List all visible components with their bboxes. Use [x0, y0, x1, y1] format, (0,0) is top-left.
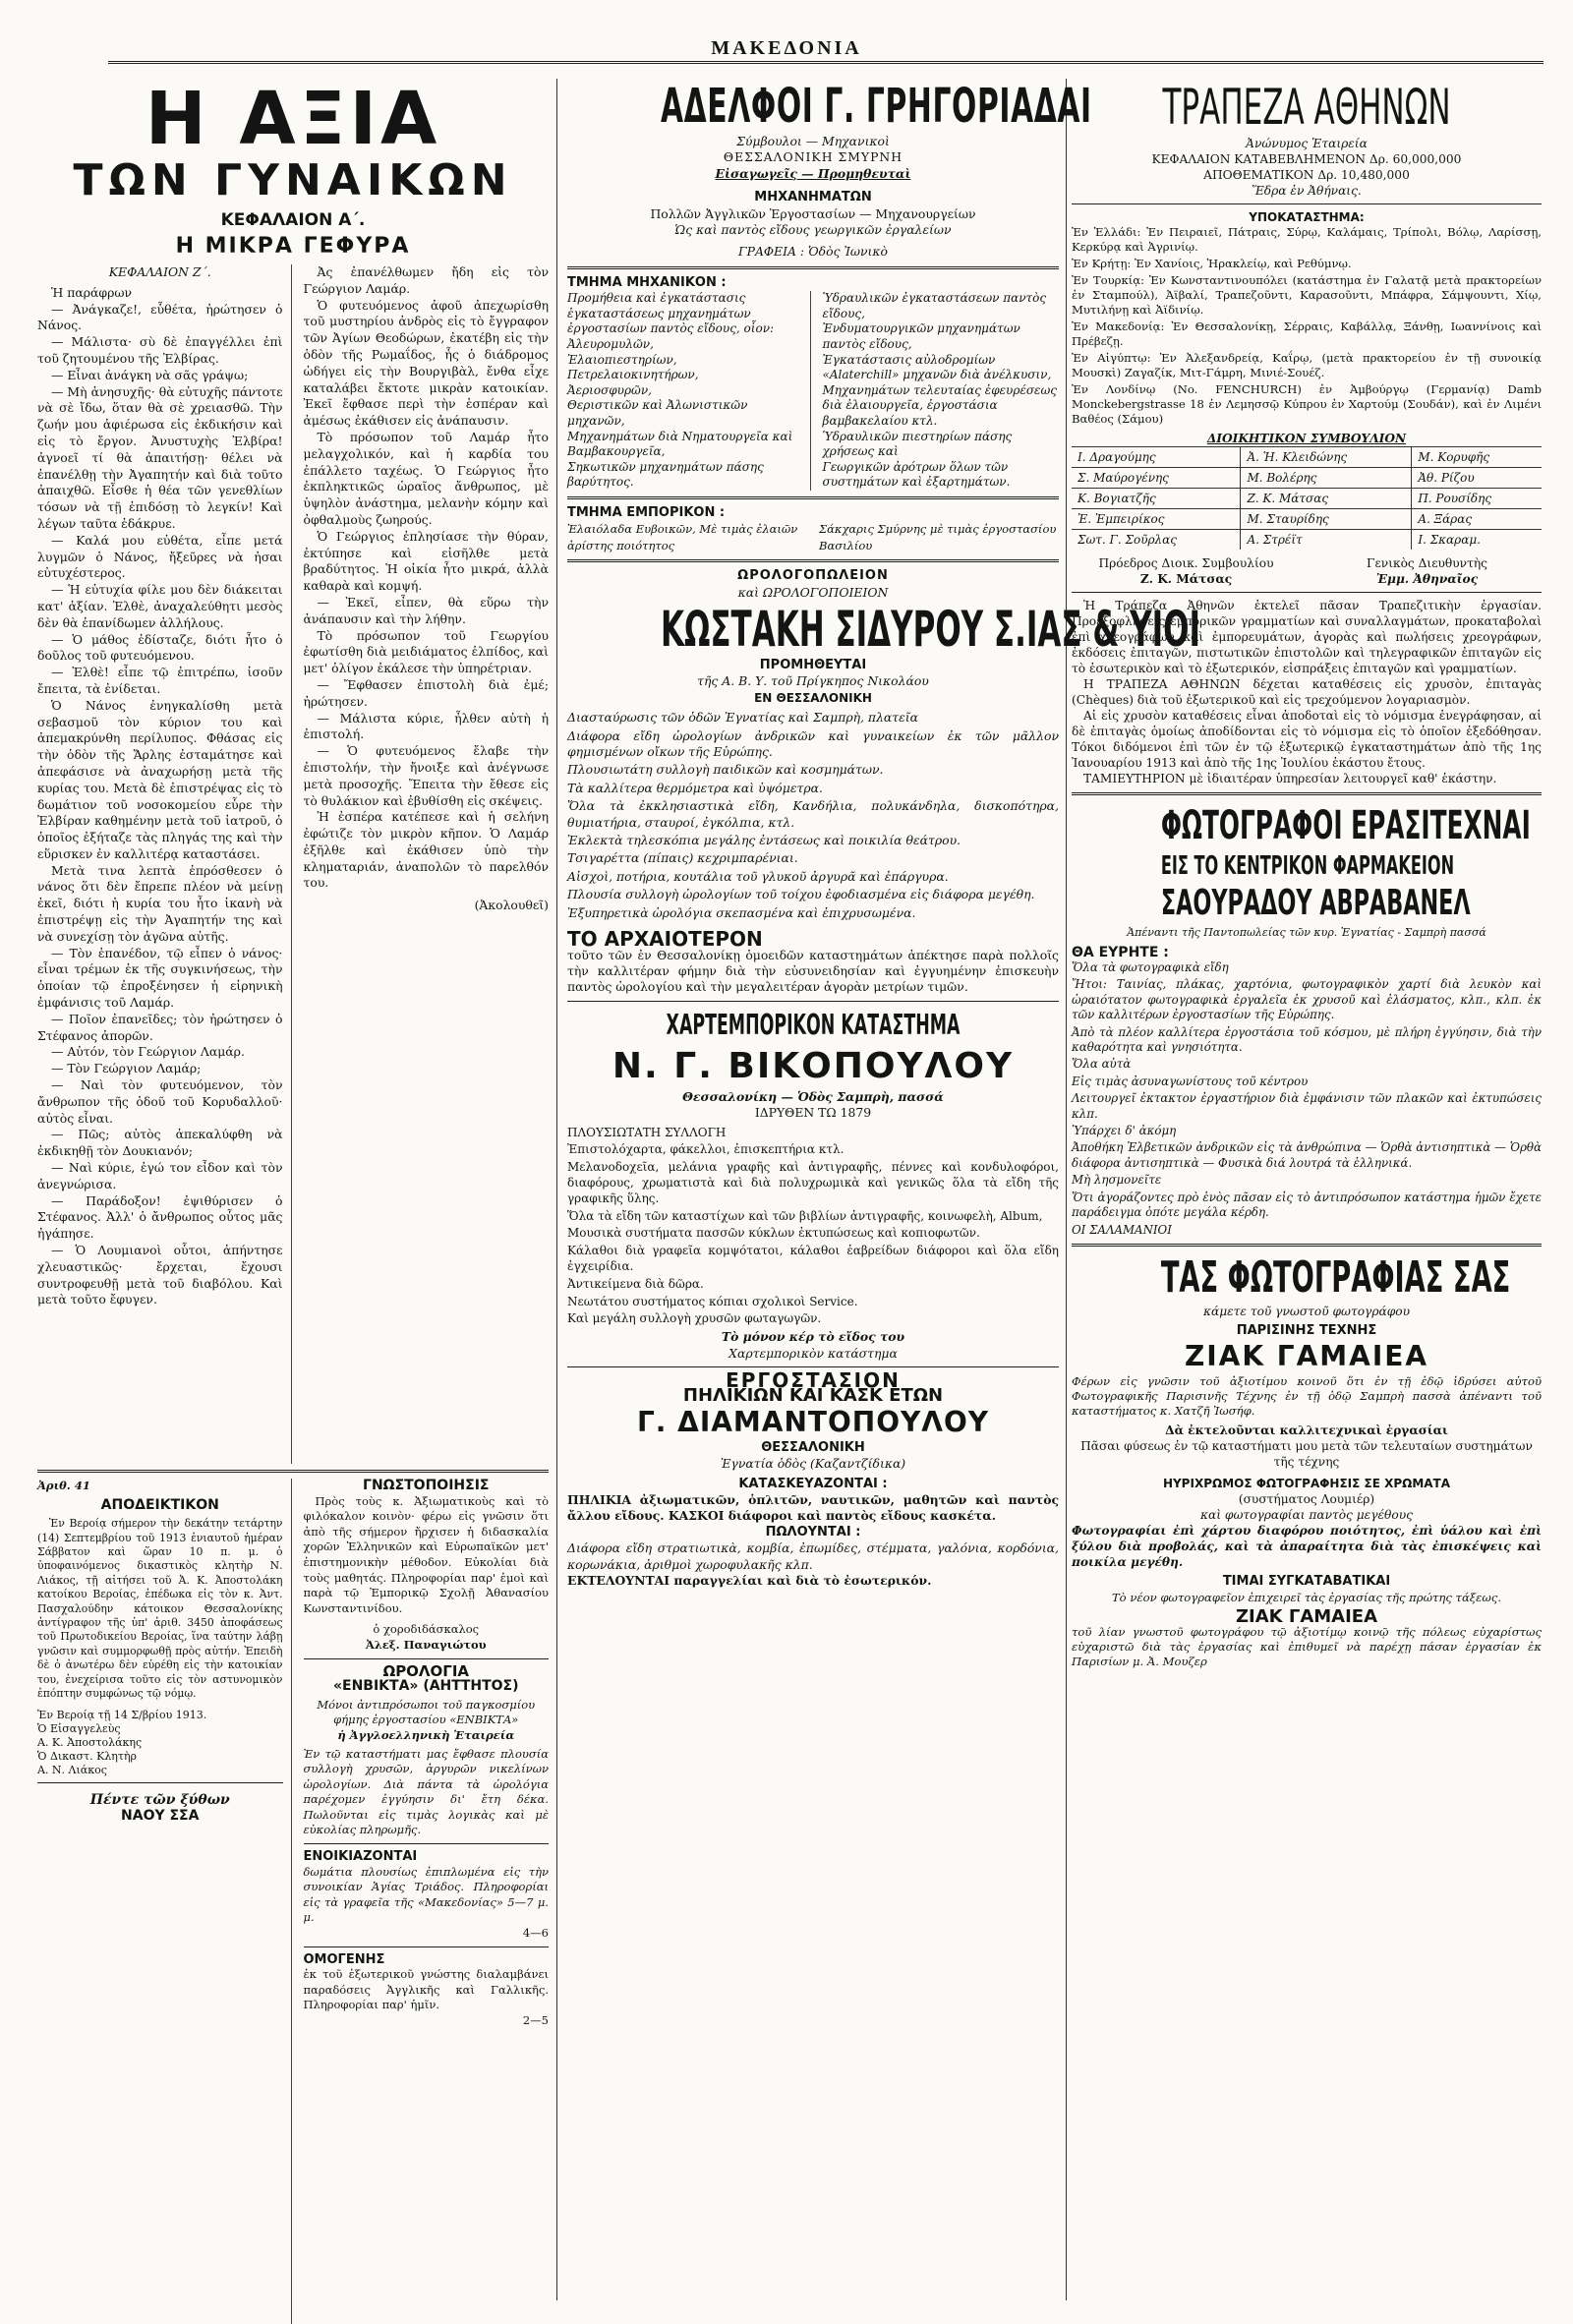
mech-item: Πετρελαιοκινητήρων, — [567, 368, 699, 382]
story-paragraph: — Μάλιστα κύριε, ἦλθεν αὐτὴ ἡ ἐπιστολή. — [303, 710, 549, 742]
mech-item: Ἐγκατάστασις αὐλοδρομίων «Alaterchill» μηχανῶν διὰ ἀνέλκυσιν, — [822, 352, 1052, 382]
story-paragraph: — Καλά μου εὐθέτα, εἶπε μετά λυγμῶν ὁ Νάνος, ἤξεῦρες νὰ ἠσαι εὐτυχέστερος. — [37, 532, 283, 581]
mech-item: Ἀεριοσφυρῶν, — [567, 382, 652, 397]
column-rule-2 — [1066, 79, 1067, 2300]
paper-line: Ἀντικείμενα διὰ δῶρα. — [567, 1276, 704, 1291]
mech-item: Θεριστικῶν καὶ Ἀλωνιστικῶν μηχανῶν, — [567, 398, 748, 428]
hat-head: ΕΡΓΟΣΤΑΣΙΟΝ — [726, 1367, 901, 1392]
photo1-line: Ἀποθήκη Ἐλβετικῶν ἀνδρικῶν εἰς τὰ ἀνθρώπινα — Ὁρθὰ ἀντισηπτικὰ — Ὁρθὰ διάφορα ἀντισηπτικὰ — Φυσικὰ διά λουτρά τὰ ἑλληνικά. — [1072, 1140, 1542, 1170]
photo1-line: ΟΙ ΣΑΛΑΜΑΝΙΟΙ — [1072, 1222, 1172, 1237]
hat-made-body: ΠΗΛΙΚΙΑ ἀξιωματικῶν, ὁπλιτῶν, ναυτικῶν, μαθητῶν καὶ παντὸς ἄλλου εἴδους. ΚΑΣΚΟΙ διάφοροι καὶ παντὸς εἴδους κασκέτα. — [567, 1491, 1059, 1524]
clock-suppliers: ΠΡΟΜΗΘΕΥΤΑΙ — [759, 658, 867, 672]
photo1-sub1: ΕΙΣ ΤΟ ΚΕΝΤΡΙΚΟΝ ΦΑΡΜΑΚΕΙΟΝ — [1160, 851, 1455, 881]
board-row — [1072, 530, 1542, 551]
story-paragraph: — Μὴ ἀνησυχῆς· θὰ εὐτυχῆς πάντοτε νὰ σὲ ἴδω, ὅταν θὰ σὲ χρειασθῶ. Τὴν ζωήν μου ἀφιέρωσα εἰς ἐκδικήσιν καὶ εἰς τὸ ἔργον. Ἀνυστυχὴς Ἐλβίρα! ἀγνοεῖ τί θὰ ἀπαιτήσῃ· θέλει νὰ ἐπανέλθῃ τὴν Ἀγαπητήν καὶ διὰ τοῦτο ἀπαιχθῶ. Εἶσθε ἡ θέα τῶν γενεθλίων τόσων νὰ τῇ ἐπιδόσῃ τὸ λεγκίν! Καὶ λέγων ταῦτα ἐδάκρυε. — [37, 383, 283, 531]
notice-number: Ἀριθ. 41 — [37, 1479, 90, 1492]
clock-line: Ὅλα τὰ ἐκκλησιαστικὰ εἴδη, Κανδήλια, πολυκάνδηλα, δισκοπότηρα, θυμιατήρια, σταυροί, ἐγκόλπια, κτλ. — [567, 798, 1059, 830]
board-member: Ἀ. Ἡ. Κλειδώνης — [1241, 447, 1412, 468]
classifieds-left — [37, 1479, 549, 2324]
mech-item: Μηχανημάτων διὰ Νηματουργεῖα καὶ Βαμβακουργεῖα, — [567, 429, 793, 459]
hat-sold: ΠΩΛΟΥΝΤΑΙ : — [765, 1524, 861, 1540]
mech-item: Ὑδραυλικῶν ἐγκαταστάσεων παντὸς εἴδους, — [822, 291, 1047, 320]
chair-block — [1072, 555, 1301, 587]
story-paragraph: Ἡ ἐσπέρα κατέπεσε καὶ ἡ σελήνη ἐφώτιζε τὸν μικρὸν κῆπον. Ὁ Λαμάρ ἐξῆλθε καὶ ἐκάθισεν ὑπὸ τὴν κληματαριάν, ἀναπολῶν τὸ παρελθόν του. — [303, 809, 549, 891]
board-member: Σωτ. Γ. Σοῦρλας — [1072, 530, 1241, 551]
divider — [304, 1843, 550, 1844]
hat-sold-body: Διάφορα εἴδη στρατιωτικὰ, κομβία, ἐπωμίδες, στέμματα, γαλόνια, κορδόνια, κορωνάκια, ἀριθμοὶ χωροφυλακῆς κλπ. — [567, 1540, 1059, 1572]
paper-head: ΧΑΡΤΕΜΠΟΡΙΚΟΝ ΚΑΤΑΣΤΗΜΑ — [666, 1008, 961, 1041]
story-paragraph: — Ἐλθὲ! εἶπε τῷ ἐπιτρέπω, ἰσοῦν ἔπειτα, τὰ ἐνίδεται. — [37, 665, 283, 696]
photo1-sub2: ΣΑΟΥΡΑΔΟΥ ΑΒΡΑΒΑΝΕΛ — [1160, 883, 1471, 923]
gm-name: Ἐμμ. Ἀθηναῖος — [1375, 572, 1479, 586]
notice-body: Ἐν Βεροίᾳ σήμερον τὴν δεκάτην τετάρτην (14) Σεπτεμβρίου τοῦ 1913 ἐνιαυτοῦ ἡμέραν Σάββατον καὶ ὥραν 10 π. μ. ὁ ὑποφαινόμενος δικαστικὸς κλητὴρ Ν. Λιάκος, τῇ αἰτήσει τοῦ Ἀ. Κ. Ἀποστολάκη κατοίκου Βεροίας, ἐπέδωκα εἰς τὸν κ. Ἀντ. Πασχαλούδην κάτοικον Θεσσαλονίκης ἀντίγραφον τῆς ὑπ' ἀριθ. 3450 ἀποφάσεως τοῦ Πρωτοδικείου Βεροίας, ἵνα ταύτην λάβῃ γνῶσιν καὶ συμμορφωθῇ πρὸς αὐτήν. Ἐπειδὴ δὲ ὁ ἀνωτέρω δὲν εὑρέθη εἰς τὴν κατοικίαν του, ἐνεχείρισα τοῦτο εἰς τὸν αστυνομικὸν ἐπόπτην συμφώνως τῷ νόμῳ. — [37, 1517, 283, 1701]
story-paragraph: — Μάλιστα· σὺ δὲ ἐπαγγέλλει ἐπὶ τοῦ ζητουμένου τῆς Ἐλβίρας. — [37, 334, 283, 366]
photo2-line5: Φωτογραφίαι ἐπὶ χάρτου διαφόρου ποιότητος, ἐπὶ ὑάλου καὶ ἐπὶ ξύλου διὰ προβολάς, καὶ τὰ ἀπαραίτητα διὰ τὰς ἐπισκέψεις καὶ ποικίλα μεγέθη. — [1072, 1523, 1542, 1569]
expat-range: 2—5 — [522, 2013, 549, 2027]
paper-foot: Τὸ μόνον κέρ τὸ εἴδος του — [721, 1329, 905, 1345]
to-be-continued: (Ἀκολουθεῖ) — [474, 898, 549, 913]
firm-title: ΑΔΕΛΦΟΙ Γ. ΓΡΗΓΟΡΙΑΔΑΙ — [661, 79, 1092, 134]
story-paragraph: — Ναὶ τὸν φυτευόμενον, τὸν ἄνθρωπον τῆς ὁδοῦ τοῦ Κορυδαλλοῦ· αὐτὸς εἶναι. — [37, 1077, 283, 1126]
board-member: Ι. Σκαραμ. — [1412, 530, 1542, 551]
branch-line: Ἐν Κρήτῃ: Ἐν Χανίοις, Ἡρακλείῳ, καὶ Ρεθύμνῳ. — [1072, 257, 1352, 270]
clock-city: ΕΝ ΘΕΣΣΑΛΟΝΙΚΗ — [754, 690, 872, 705]
story-paragraphs-a — [37, 285, 283, 1308]
board-head: ΔΙΟΙΚΗΤΙΚΟΝ ΣΥΜΒΟΥΛΙΟΝ — [1206, 432, 1407, 445]
divider — [567, 1001, 1059, 1002]
rent-body: δωμάτια πλουσίως ἐπιπλωμένα εἰς τὴν συνοικίαν Ἁγίας Τριάδος. Πληροφορίαι εἰς τὰ γραφεῖα τῆς «Μακεδονίας» 5—7 μ. μ. — [303, 1864, 549, 1925]
story-paragraph: — Ὁ Λουμιανοὶ οὗτοι, ἀπήντησε χλευαστικῶς· ἔρχεται, ἔχουσι συντροφευθῇ μετὰ τοῦ διαβόλου. Καὶ μετὰ τοῦτο ἔφυγεν. — [37, 1243, 283, 1307]
divider — [304, 1946, 550, 1947]
mech-item: Σηκωτικῶν μηχανημάτων πάσης βαρύτητος. — [567, 459, 764, 490]
divider — [567, 496, 1059, 499]
hat-title: Γ. ΔΙΑΜΑΝΤΟΠΟΥΛΟΥ — [636, 1405, 990, 1438]
board-member: Ζ. Κ. Μάτσας — [1241, 489, 1412, 509]
commerce-head: ΤΜΗΜΑ ΕΜΠΟΡΙΚΟΝ : — [567, 504, 726, 520]
mech-item: Ἐλαιοπιεστηρίων, — [567, 352, 677, 367]
photo1-line: Εἰς τιμὰς ἀσυναγωνίστους τοῦ κέντρου — [1072, 1074, 1309, 1088]
branch-line: Ἐν Μακεδονίᾳ: Ἐν Θεσσαλονίκῃ, Σέρραις, Καβάλλᾳ, Ξάνθῃ, Ιωαννίνοις καὶ Πρέβεζῃ. — [1072, 320, 1542, 348]
part-heading: ΚΕΦΑΛΑΙΟΝ Α΄. — [220, 210, 366, 230]
story-paragraph: — Εἶναι ἀνάγκη νὰ σᾶς γράψω; — [51, 367, 249, 382]
photo1-line: Ὅλα αὐτὰ — [1072, 1057, 1132, 1072]
board-member: Ι. Δραγούμης — [1072, 447, 1241, 468]
rent-range: 4—6 — [522, 1926, 549, 1941]
board-table — [1072, 446, 1542, 550]
story-paragraph: — Ἔφθασεν ἐπιστολὴ διὰ ἐμέ; ἠρώτησεν. — [303, 676, 549, 709]
announce-body: Πρὸς τοὺς κ. Ἀξιωματικοὺς καὶ τὸ φιλόκαλον κοινὸν· φέρω εἰς γνῶσιν ὅτι ἀπὸ τῆς σήμερον ἤρχισεν ἡ διδασκαλία χορῶν Ἑλληνικῶν καὶ Εὐρωπαϊκῶν μετ' ἐπιστημονικὴν μέθοδον. Εὐκολίαι διὰ τοὺς μαθητάς. Πληροφορίαι παρ' ἐμοὶ καὶ παρὰ τῷ Ἐμπορικῷ Σχολῇ Ἀθανασίου Κωνσταντινίδου. — [303, 1493, 549, 1615]
bank-body: Ἡ Τράπεζα Ἀθηνῶν ἐκτελεῖ πᾶσαν Τραπεζιτικὴν ἐργασίαν. Προεξοφλήσεις ἐμπορικῶν γραμματίων καὶ συναλλαγμάτων, προκαταβολαὶ ἐπὶ χρεογράφων καὶ ἐμπορευμάτων, ἀγορὰς καὶ πωλήσεις χρεογράφων, ἐκδόσεις ἐπιταγῶν, πιστωτικῶν ἐπιστολῶν καὶ τηλεγραφικῶν ἐπιταγῶν εἰς τὸ ἐσωτερικὸν καὶ τὸ ἐξωτερικόν, εἰσπράξεις ἐπιταγῶν καὶ γραμματίων. — [1072, 599, 1542, 675]
paper-est: ΙΔΡΥΘΕΝ ΤΩ 1879 — [754, 1105, 872, 1121]
machines-head: ΜΗΧΑΝΗΜΑΤΩΝ — [754, 190, 872, 205]
story-paragraphs-b — [304, 264, 550, 892]
bottom-subtitle: ΝΑΟΥ ΣΣΑ — [121, 1808, 200, 1825]
photo2-name2: ΖΙΑΚ ΓΑΜΑΙΕΑ — [1235, 1605, 1378, 1627]
paper-line: Μουσικὰ συστήματα πασσῶν κύκλων ἐκτυπώσεως καὶ κοπιοφωτῶν. — [567, 1226, 980, 1241]
announce-name: Ἀλεξ. Παναγιώτου — [365, 1637, 487, 1652]
board-member: Ἐ. Ἐμπειρίκος — [1072, 509, 1241, 530]
clock-of: τῆς Α. Β. Υ. τοῦ Πρίγκηπος Νικολάου — [697, 673, 929, 689]
notice-signature-line: Α. Κ. Ἀποστολάκης — [37, 1736, 143, 1750]
mech-item: Ὑδραυλικῶν πιεστηρίων πάσης χρήσεως καὶ — [822, 429, 1013, 459]
serial-story — [37, 264, 549, 1464]
story-paragraph: — Τὸν Γεώργιον Λαμάρ; — [51, 1061, 202, 1076]
mech-item: Προμήθεια καὶ ἐγκατάστασις ἐγκαταστάσεως μηχανημάτων ἐργοστασίων παντὸς εἴδους, οἷον: — [567, 291, 775, 336]
firm-office: ΓΡΑΦΕΙΑ : Ὁδὸς Ἰωνικὸ — [738, 244, 888, 260]
branches-head: ΥΠΟΚΑΤΑΣΤΗΜΑ: — [1249, 210, 1365, 224]
legal-notice — [37, 1479, 292, 2324]
paper-line: ΠΛΟΥΣΙΩΤΑΤΗ ΣΥΛΛΟΓΗ — [567, 1125, 727, 1139]
photo1-addr: Ἀπέναντι τῆς Παντοπωλείας τῶν κυρ. Ἐγνατίας - Σαμπρὴ πασσά — [1127, 926, 1486, 939]
clock-line: Τὰ καλλίτερα θερμόμετρα καὶ ὑψόμετρα. — [567, 780, 823, 795]
photo2-line2: Δὰ ἐκτελοῦνται καλλιτεχνικαὶ ἐργασίαι — [1165, 1423, 1448, 1437]
newspaper-name: ΜΑΚΕΔΟΝΙΑ — [711, 37, 862, 59]
paper-line: Νεωτάτου συστήματος κόπιαι σχολικοὶ Service. — [567, 1294, 858, 1308]
clock-line: Διάφορα εἴδη ὡρολογίων ἀνδρικῶν καὶ γυναικείων ἐκ τῶν μᾶλλον φημισμένων οἴκων τῆς Εὐρώπης. — [567, 727, 1059, 760]
story-paragraph: Ὁ Γεώργιος ἐπλησίασε τὴν θύραν, ἐκτύπησε καὶ εἰσῆλθε μετὰ βραδύτητος. Ἡ οἰκία ἦτο μικρά, ἀλλὰ καθαρὰ καὶ κομψή. — [303, 528, 549, 594]
story-paragraph: — Ναὶ κύριε, ἐγώ τον εἶδον καὶ τὸν ἀνεγνώρισα. — [37, 1160, 283, 1191]
mech-list-left — [567, 291, 811, 491]
machines-line2: Ὡς καὶ παντὸς εἴδους γεωργικῶν ἐργαλείων — [674, 222, 952, 238]
clock-head: ΩΡΟΛΟΓΟΠΩΛΕΙΟΝ — [737, 568, 889, 584]
divider — [304, 1658, 550, 1659]
photo2-line4: καὶ φωτογραφίαι παντὸς μεγέθους — [1200, 1507, 1413, 1522]
story-paragraph: — Ὁ φυτευόμενος ἔλαβε τὴν ἐπιστολήν, τὴν ἤνοιξε καὶ ἀνέγνωσε μετὰ προσοχῆς. Ἔπειτα τὴν ἔθεσε εἰς τὸ θυλάκιον καὶ ἐβυθίσθη εἰς σκέψεις. — [303, 743, 549, 808]
story-paragraph: — Πῶς; αὐτὸς ἀπεκαλύφθη νὰ ἐκδικηθῇ τὸν Δουκιανόν; — [37, 1127, 283, 1159]
serial-title-sub: ΤΩΝ ΓΥΝΑΙΚΩΝ — [73, 155, 513, 205]
branch-line: Ἐν Αἰγύπτῳ: Ἐν Ἀλεξανδρείᾳ, Καΐρῳ, (μετὰ πρακτορείου ἐν τῇ συνοικίᾳ Μουσκὶ) Ζαγαζίκ, Μιτ-Γάμρη, Μινιέ-Σουέζ. — [1072, 351, 1542, 379]
branch-line: Ἐν Λονδίνῳ (No. FENCHURCH) ἐν Ἀμβούργῳ (Γερμανίᾳ) Damb Monckebergstrasse 18 ἐν Λεμησσῷ Κύπρου ἐν Χαρτούμ (Σουδάν), καὶ ἐν Λιμένι Βαθέος (Σάμου) — [1072, 382, 1542, 426]
masthead — [0, 0, 1573, 59]
mech-lists — [567, 291, 1059, 491]
clock-line: Αἰσχοὶ, ποτήρια, κουτάλια τοῦ γλυκοῦ ἀργυρᾶ καὶ ἐπάργυρα. — [567, 868, 949, 884]
firm-cities: ΘΕΣΣΑΛΟΝΙΚΗ ΣΜΥΡΝΗ — [723, 149, 903, 165]
board-member: Α. Ξάρας — [1412, 509, 1542, 530]
announce-title: ΓΝΩΣΤΟΠΟΙΗΣΙΣ — [363, 1478, 490, 1493]
photo2-from: ΠΑΡΙΣΙΝΗΣ ΤΕΧΝΗΣ — [1236, 1322, 1377, 1338]
story-paragraph: Ἡ παράφρων — [51, 284, 132, 300]
machines-line: Πολλῶν Ἀγγλικῶν Ἐργοστασίων — Μηχανουργείων — [650, 205, 976, 221]
serial-story-left — [37, 264, 292, 1464]
paper-line: Καὶ μεγάλη συλλογὴ χρυσῶν φωταγωγῶν. — [567, 1311, 822, 1326]
clock-line: Πλουσιωτάτη συλλογὴ παιδικῶν καὶ κοσμημάτων. — [567, 762, 884, 778]
mech-list-right — [823, 291, 1060, 491]
divider — [1072, 592, 1542, 593]
hat-made: ΚΑΤΑΣΚΕΥΑΖΟΝΤΑΙ : — [738, 1476, 888, 1491]
old-body: τοῦτο τῶν ἐν Θεσσαλονίκῃ ὁμοειδῶν καταστημάτων ἀπέκτησε παρὰ πολλοῖς τὴν καλλιτέραν φήμην διὰ τὴν εὐσυνειδησίαν καὶ ἐγγυημένην ἐπισκευὴν παντὸς ὡρολογίου καὶ τὴν μεγαλειτέραν ἀγορὰν μετρίων τιμῶν. — [567, 947, 1059, 995]
paper-foot2: Χαρτεμπορικὸν κατάστημα — [728, 1345, 898, 1361]
paper-addr: Θεσσαλονίκη — Ὁδὸς Σαμπρὴ, πασσά — [682, 1088, 944, 1104]
column-right — [1072, 79, 1542, 2300]
branches-list — [1072, 225, 1542, 427]
story-paragraph: Ἀς ἐπανέλθωμεν ἤδη εἰς τὸν Γεώργιον Λαμάρ. — [303, 264, 549, 296]
divider — [37, 1470, 549, 1473]
rent-title: ΕΝΟΙΚΙΑΖΟΝΤΑΙ — [303, 1849, 418, 1865]
clock-line: Διασταύρωσις τῶν ὁδῶν Ἐγνατίας καὶ Σαμπρὴ, πλατεῖα — [567, 710, 919, 726]
board-row — [1072, 489, 1542, 509]
clock-title: ΚΩΣΤΑΚΗ ΣΙΔΥΡΟΥ Σ.ΙΑΣ & ΥΙΟΙ — [661, 601, 1201, 658]
column-left — [37, 79, 549, 2300]
board-member: Μ. Βολέρης — [1241, 468, 1412, 489]
photo2-sub: κάμετε τοῦ γνωστοῦ φωτογράφου — [1202, 1304, 1411, 1318]
paper-line: Κάλαθοι διὰ γραφεῖα κομψότατοι, κάλαθοι ἐαβρείδων διάφοροι καὶ ὅλα εἴδη ἐγχειρίδια. — [567, 1244, 1059, 1273]
board-member: Ἀθ. Ρίζου — [1412, 468, 1542, 489]
paper-lines — [567, 1126, 1059, 1328]
watch-body: Ἐν τῷ καταστήματι μας ἔφθασε πλουσία συλλογὴ χρυσῶν, ἀργυρῶν νικελίνων ὡρολογίων. Διὰ πάντα τὰ ὡρολόγια παρέχομεν ἐγγύησιν δι' ἔτη δέκα. Πωλοῦνται εἰς τιμὰς λογικὰς καὶ μὲ εὐκολίας πληρωμῆς. — [303, 1746, 549, 1837]
bank-subtitle: Ἀνώνυμος Ἑταιρεία — [1246, 137, 1368, 150]
masthead-rule — [108, 61, 1544, 64]
board-officers — [1072, 555, 1542, 587]
notice-title: ΑΠΟΔΕΙΚΤΙΚΟΝ — [100, 1496, 219, 1513]
clock-line: Ἐξυπηρετικὰ ὡρολόγια σκεπασμένα καὶ ἐπιχρυσωμένα. — [567, 904, 916, 920]
photo2-color2: (συστήματος Λουμιέρ) — [1238, 1491, 1375, 1506]
story-paragraph: Τὸ πρόσωπον τοῦ Γεωργίου ἐφωτίσθη διὰ μειδιάματος ἐλπίδος, καὶ μετ' ὀλίγον ἐκάλεσε τὴν ὑπηρέτριαν. — [303, 627, 549, 676]
bank-seat: Ἕδρα ἐν Ἀθήναις. — [1252, 184, 1362, 198]
hat-addr: Ἐγνατία ὁδὸς (Καζαντζίδικα) — [720, 1456, 906, 1472]
photo1-lines — [1072, 960, 1542, 1238]
announce-sign: ὁ χοροδιδάσκαλος — [373, 1622, 480, 1637]
divider — [1072, 1244, 1542, 1247]
serial-subtitle: Η ΜΙΚΡΑ ΓΕΦΥΡΑ — [175, 234, 411, 259]
column-rule-1 — [556, 79, 557, 2300]
mech-head: ΤΜΗΜΑ ΜΗΧΑΝΙΚΟΝ : — [567, 274, 727, 290]
notice-signatures — [37, 1709, 283, 1777]
ads-small — [304, 1479, 550, 2324]
divider — [567, 559, 1059, 562]
story-paragraph: — Ἀνάγκαζε!, εὗθέτα, ἠρώτησεν ὁ Νάνος. — [37, 301, 283, 333]
story-paragraph: — Ποῖον ἐπανεῖδες; τὸν ἠρώτησεν ὁ Στέφανος ἀπορῶν. — [37, 1011, 283, 1043]
commerce-right: Σάκχαρις Σμύρνης μὲ τιμὰς ἐργοστασίου Βασιλίου — [819, 522, 1057, 552]
board-row — [1072, 468, 1542, 489]
mech-item: Γεωργικῶν ἀρότρων ὅλων τῶν συστημάτων καὶ ἐξαρτημάτων. — [822, 459, 1011, 490]
divider — [567, 266, 1059, 269]
photo1-line: Μὴ λησμονεῖτε — [1072, 1173, 1162, 1188]
divider — [1072, 203, 1542, 204]
paper-line: Ὅλα τὰ εἴδη τῶν καταστίχων καὶ τῶν βιβλίων ἀντιγραφῆς, κοινωφελὴ, Album, — [567, 1208, 1043, 1223]
story-paragraph: — Ἡ εὐτυχία φίλε μου δὲν διάκειται κατ' ἀξίαν. Ἐλθὲ, ἀναχαλεύθητι μεσὸς δὲν θὰ ἐπανίδωμεν ἀλλήλους. — [37, 582, 283, 630]
board-member: Μ. Σταυρίδης — [1241, 509, 1412, 530]
story-paragraph: — Ὁ μάθος ἐδίσταζε, διότι ἦτο ὁ δοῦλος τοῦ φυτευόμενου. — [37, 631, 283, 664]
photo1-line: Ὑπάρχει δ' ἀκόμη — [1072, 1124, 1177, 1138]
story-paragraph: Μετὰ τινα λεπτὰ ἐπρόσθεσεν ὁ νάνος ὅτι δὲν ἔπρεπε πλέον νὰ μείνῃ ἐκεῖ, διότι ἡ κυρία του ἦτο ἱκανὴ νὰ ἐπιστρέψῃ εἰς τὴν Ἀγαπητήν της καὶ νὰ συνεχίσῃ τὸν ἀγῶνα αὐτῆς. — [37, 862, 283, 944]
mech-item: Ἐνδυματουργικῶν μηχανημάτων παντὸς εἴδους, — [822, 321, 1020, 352]
gm-label: Γενικὸς Διευθυντὴς — [1367, 556, 1487, 570]
photo2-name: ΖΙΑΚ ΓΑΜΑΙΕΑ — [1184, 1339, 1429, 1372]
old-title: ΤΟ ΑΡΧΑΙΟΤΕΡΟΝ — [567, 927, 763, 952]
bank-reserve: ΑΠΟΘΕΜΑΤΙΚΟΝ Δρ. 10,480,000 — [1203, 168, 1410, 182]
board-row — [1072, 447, 1542, 468]
mech-item: Ἀλευρομυλῶν, — [567, 337, 654, 352]
divider — [1072, 792, 1542, 795]
watch-lead: Μόνοι ἀντιπρόσωποι τοῦ παγκοσμίου φήμης ἐργοστασίου «ΕΝΒΙΚΤΑ» — [317, 1697, 536, 1727]
notice-signature-line: Ὁ Εἰσαγγελεὺς — [37, 1722, 121, 1736]
photo2-prices: ΤΙΜΑΙ ΣΥΓΚΑΤΑΒΑΤΙΚΑΙ — [1222, 1573, 1391, 1589]
watch-firm: ἡ Ἀγγλοελληνικὴ Ἑταιρεία — [337, 1727, 515, 1742]
gm-block — [1312, 555, 1542, 587]
photo1-line: Ἀπὸ τὰ πλέον καλλίτερα ἐργοστάσια τοῦ κόσμου, μὲ πλήρη ἐγγύησιν, διὰ τὴν καθαρότητα καὶ γνησιότητα. — [1072, 1024, 1542, 1055]
clock-lines — [567, 710, 1059, 921]
mech-item: Μηχανημάτων τελευταίας ἐφευρέσεως διὰ ἐλαιουργεῖα, ἐργοστάσια βαμβακελαίου κτλ. — [822, 382, 1057, 428]
story-paragraph: Τὸ πρόσωπον τοῦ Λαμάρ ἦτο μελαγχολικόν, καὶ ἡ καρδία του ἐπάλλετο ταχέως. Ὁ Γεώργιος ἦτο ἐκπληκτικῶς ὡραῖος ἄνθρωπος, μὲ ὑψηλὸν ἀνάστημα, μελανὴν κόμην καὶ ὀφθαλμοὺς ζωηρούς. — [303, 429, 549, 527]
expat-body: ἐκ τοῦ ἐξωτερικοῦ γνώστης διαλαμβάνει παραδόσεις Ἀγγλικῆς καὶ Γαλλικῆς. Πληροφορίαι παρ' ἡμῖν. — [303, 1967, 549, 2012]
watch-brand: «ΕΝΒΙΚΤΑ» (ΑΗΤΤΗΤΟΣ) — [332, 1678, 519, 1695]
branch-line: Ἐν Ἑλλάδι: Ἐν Πειραιεῖ, Πάτραις, Σύρῳ, Καλάμαις, Τρίπολι, Βόλῳ, Λαρίσσῃ, Κερκύρᾳ καὶ Ἀγρινίῳ. — [1072, 225, 1542, 254]
photo2-line3: Πᾶσαι φύσεως ἐν τῷ καταστήματι μου μετὰ τῶν τελευταίων συστημάτων τῆς τέχνης — [1080, 1438, 1533, 1469]
bank-capital: ΚΕΦΑΛΑΙΟΝ ΚΑΤΑΒΕΒΛΗΜΕΝΟΝ Δρ. 60,000,000 — [1151, 152, 1462, 166]
board-member: Μ. Κορυφῆς — [1412, 447, 1542, 468]
board-member: Π. Ρουσίδης — [1412, 489, 1542, 509]
notice-signature-line: Ἐν Βεροίᾳ τῇ 14 Σ/βρίου 1913. — [37, 1709, 207, 1722]
divider — [37, 1782, 283, 1783]
story-paragraph: Ὁ Νάνος ἐνηγκαλίσθη μετὰ σεβασμοῦ τὸν κύριον του καὶ ἀπεμακρύνθη περίλυπος. Φθάσας εἰς τὴν ὁδὸν τῆς Ἄρλης ἐσταμάτησε καὶ ἀπεφάσισε νὰ ἀναχωρήσῃ μετὰ τῆς κυρίας του. Μετὰ δὲ ἐπιστρέψας εἰς τὸ δωμάτιον τοῦ νοσοκομείου εὗρε τὴν Ἐλβίραν καθημένην μετὰ τοῦ ἰατροῦ, ὁ ὁποῖος ἐξήταζε τὰς πληγάς της καὶ τὴν εὕρισκεν ἐν καλλιτέρᾳ καταστάσει. — [37, 697, 283, 861]
expat-title: ΟΜΟΓΕΝΗΣ — [303, 1951, 385, 1967]
firm-subtitle: Σύμβουλοι — Μηχανικοὶ — [736, 134, 890, 148]
hat-city: ΘΕΣΣΑΛΟΝΙΚΗ — [761, 1439, 865, 1455]
chair-label: Πρόεδρος Διοικ. Συμβουλίου — [1098, 556, 1274, 570]
paper-line: Μελανοδοχεῖα, μελάνια γραφῆς καὶ ἀντιγραφῆς, πέννες καὶ κονδυλοφόροι, διαφόρους, χρωματιστὰ καὶ διὰ πολυχρωμικὰ καὶ γενικῶς ὅλα τὰ εἴδη τῆς γραφικῆς ὕλης. — [567, 1160, 1059, 1205]
commerce-left: Ἐλαιόλαδα Ευβοικῶν, Μὲ τιμὰς ἐλαιῶν ἀρίστης ποιότητος — [567, 522, 798, 552]
clock-sub: καὶ ΩΡΟΛΟΓΟΠΟΙΕΙΟΝ — [737, 584, 889, 600]
photo1-find: ΘΑ ΕΥΡΗΤΕ : — [1072, 945, 1169, 960]
photo2-line7: τοῦ λίαν γνωστοῦ φωτογράφου τῷ ἀξιοτίμῳ κοινῷ τῆς πόλεως εὐχαρίστως εὐχαριστῶ διὰ τὰς ἐργασίας καὶ ἐπιθυμεῖ νὰ παρέχῃ πάσαν ἐργασίαν ἐκ Παρισίων μ. Ἀ. Μουζερ — [1072, 1624, 1542, 1668]
paper-line: Ἐπιστολόχαρτα, φάκελλοι, ἐπισκεπτήρια κτλ. — [567, 1142, 845, 1157]
chair-name: Ζ. Κ. Μάτσας — [1139, 572, 1233, 586]
photo1-line: Ὅτι ἀγοράζοντες πρὸ ἑνὸς πᾶσαν εἰς τὸ ἀντιπρόσωπον κατάστημα ἡμῶν ἔχετε παράδειγμα ὁπότε μεγάλα κέρδη. — [1072, 1190, 1542, 1220]
board-member: Σ. Μαύρογένης — [1072, 468, 1241, 489]
photo2-title: ΤΑΣ ΦΩΤΟΓΡΑΦΙΑΣ ΣΑΣ — [1160, 1251, 1511, 1303]
clock-line: Ἐκλεκτὰ τηλεσκόπια μεγάλης ἐντάσεως καὶ ποικιλία θεάτρου. — [567, 833, 961, 848]
paper-title: Ν. Γ. ΒΙΚΟΠΟΥΛΟΥ — [612, 1045, 1015, 1086]
photo1-title: ΦΩΤΟΓΡΑΦΟΙ ΕΡΑΣΙΤΕΧΝΑΙ — [1160, 803, 1531, 848]
commerce-row — [567, 521, 1059, 553]
bank-body2: Η ΤΡΑΠΕΖΑ ΑΘΗΝΩΝ δέχεται καταθέσεις εἰς χρυσὸν, ἐπιταγὰς (Chèques) διὰ τοῦ ἐξωτερικοῦ καὶ εἰς τρεχούμενον λογαριασμὸν. — [1072, 677, 1542, 707]
chapter-heading: ΚΕΦΑΛΑΙΟΝ Ζ΄. — [108, 264, 211, 279]
story-paragraph: — Τὸν ἐπανέδον, τῷ εἶπεν ὁ νάνος· εἶναι τρέμων ἐκ τῆς συγκινήσεως, τὴν ὁποίαν τῷ ἐπροξένησεν ἡ εἰρηνικὴ ἐμφάνισις τοῦ Λαμάρ. — [37, 945, 283, 1011]
photo1-line: Λειτουργεῖ ἐκτακτον ἐργαστήριον διὰ ἐμφάνισιν τῶν πλακῶν καὶ ἐκτυπώσεις κλπ. — [1072, 1091, 1542, 1121]
branch-line: Ἐν Τουρκίᾳ: Ἐν Κωνσταντινουπόλει (κατάστημα ἐν Γαλατᾷ μετὰ πρακτορείων ἐν Σταμπούλ), Ἀϊβαλί, Τραπεζοῦντι, Καρασοῦντι, Μπάφρα, Σάμψουντι, Χίῳ, Μυτιλήνῃ καὶ Ἀϊδινίῳ. — [1072, 273, 1542, 317]
photo2-line1: Φέρων εἰς γνῶσιν τοῦ ἀξιοτίμου κοινοῦ ὅτι ἐν τῇ ἐδῷ ἱδρύσει αὐτοῦ Φωτογραφικῆς Παρισινῆς Τέχνης ἐν τῇ ὁδῷ Σαμπρὴ πασσὰ ἀπέναντι τοῦ καταστήματος κ. Χατζῆ Ἰωσήφ. — [1072, 1373, 1542, 1418]
bank-body4: ΤΑΜΙΕΥΤΗΡΙΟΝ μὲ ἰδιαιτέραν ὑπηρεσίαν λειτουργεῖ καθ' ἑκάστην. — [1083, 772, 1497, 785]
clock-line: Τσιγαρέττα (πίπαις) κεχριμπαρένιαι. — [567, 850, 798, 866]
bank-title: ΤΡΑΠΕΖΑ ΑΘΗΝΩΝ — [1162, 79, 1451, 136]
clock-line: Πλουσία συλλογὴ ὡρολογίων τοῦ τοίχου ἐφοδιασμένα εἰς διάφορα μεγέθη. — [567, 887, 1035, 902]
bottom-title: Πέντε τῶν ξύθων — [89, 1792, 230, 1809]
notice-signature-line: Α. Ν. Λιάκος — [37, 1764, 107, 1777]
notice-signature-line: Ὁ Δικαστ. Κλητὴρ — [37, 1750, 138, 1764]
hat-sub: ΠΗΛΙΚΙΩΝ ΚΑΙ ΚΑΣΚ ΕΤΩΝ — [682, 1385, 944, 1407]
firm-reps: Εἰσαγωγεῖς — Προμηθευταὶ — [715, 165, 911, 181]
photo2-color: ΗΥΡΙΧΡΩΜΟΣ ΦΩΤΟΓΡΑΦΗΣΙΣ ΣΕ ΧΡΩΜΑΤΑ — [1162, 1476, 1451, 1490]
photo1-line: Ἤτοι: Ταινίας, πλάκας, χαρτόνια, φωτογραφικὸν χαρτί διὰ λευκὸν καὶ ὡραιότατον φωτογραφικὰ ἐργαλεῖα ἐκ χρυσοῦ καὶ ἐλάσματος, κλπ., κλπ. ἐκ τῶν καλλιτέρων ἐργοστασίων τῆς Εὐρώπης. — [1072, 977, 1542, 1022]
story-paragraph: — Παράδοξον! ἐψιθύρισεν ὁ Στέφανος. Ἀλλ' ὁ ἄνθρωπος οὗτος μᾶς ἠγάπησε. — [37, 1192, 283, 1242]
serial-story-right — [304, 264, 550, 1464]
board-row — [1072, 509, 1542, 530]
story-paragraph: — Αὐτόν, τὸν Γεώργιον Λαμάρ. — [51, 1044, 245, 1060]
photo2-line6: Τὸ νέον φωτογραφεῖον ἐπιχειρεῖ τὰς ἐργασίας τῆς πρώτης τάξεως. — [1111, 1590, 1502, 1604]
board-member: Α. Στρέϊτ — [1241, 530, 1412, 551]
board-member: Κ. Βογιατζῆς — [1072, 489, 1241, 509]
watch-title: ΩΡΟΛΟΓΙΑ — [382, 1661, 470, 1680]
divider — [567, 1366, 1059, 1367]
hat-orders: ΕΚΤΕΛΟΥΝΤΑΙ παραγγελίαι καὶ διὰ τὸ ἐσωτερικόν. — [567, 1572, 932, 1588]
serial-title-main: Η ΑΞΙΑ — [145, 77, 441, 161]
story-paragraph: Ὁ φυτευόμενος ἀφοῦ ἀπεχωρίσθη τοῦ μυστηρίου ἀνδρὸς εἰς τὸ ἔγγραφον τῶν Ἀγίων Θεοδώρων, ἐκατέβη εἰς τὴν ὁδὸν τῆς Ρωμαΐδος, ἧς ὁ διάδρομος ὡδήγει εἰς τὴν Βουργιβὰλ, ἔνθα εἶχε καταλάβει ἔκτοτε μικρὰν κατοικίαν. Ἐκεῖ ἔφθασε περὶ τὴν ἑσπέραν καὶ ἀμέσως ἐκάθισεν εἰς ἀνάπαυσιν. — [303, 297, 549, 429]
story-paragraph: — Ἐκεῖ, εἶπεν, θὰ εὕρω τὴν ἀνάπαυσιν καὶ τὴν λήθην. — [303, 594, 549, 626]
photo1-line: Ὅλα τὰ φωτογραφικὰ εἴδη — [1072, 960, 1229, 974]
bank-body3: Αἱ εἰς χρυσὸν καταθέσεις εἶναι ἀποδοταὶ εἰς τὸ νόμισμα ἐνεγράφησαν, αἱ δὲ ἐπιταγὰς ὁμοίως ἀποδίδονται εἰς τὸ νόμισμα εἰς τὸ ὁποῖον ἐξεδόθησαν. Τόκοι διδόμενοι ἐπὶ τῶν ἐν τῷ ἐξωτερικῷ ἐγκαταστημάτων ἀπὸ τῆς 1ης Ἰανουαρίου 1913 καὶ ἀπὸ τῆς 1ης Ἰουλίου ἑκάστου ἔτους. — [1072, 709, 1542, 770]
